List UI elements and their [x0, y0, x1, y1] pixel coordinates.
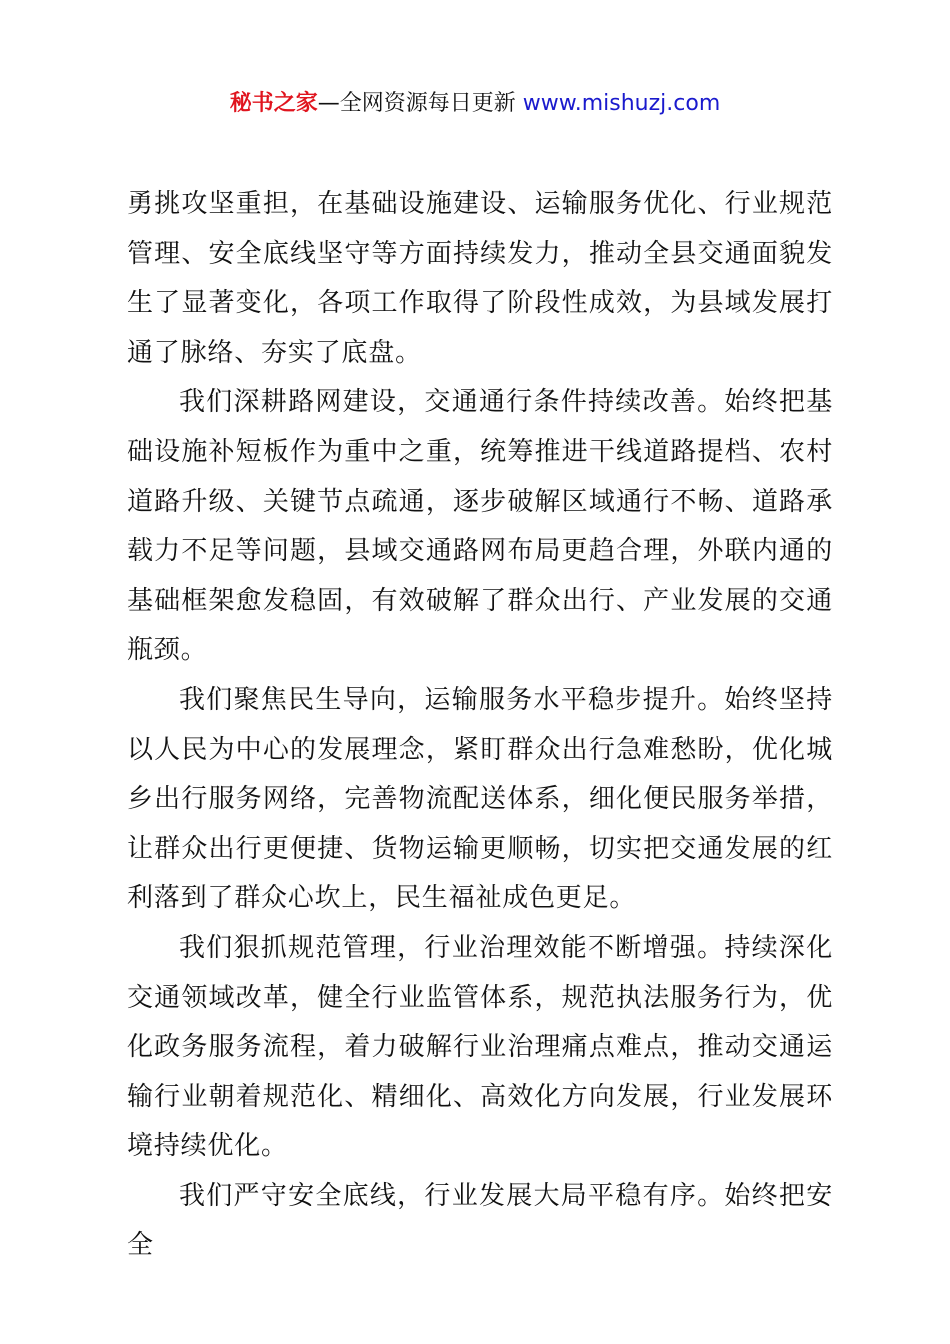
header-tagline: —全网资源每日更新: [317, 91, 516, 116]
paragraph-transport-service: 我们聚焦民生导向，运输服务水平稳步提升。始终坚持以人民为中心的发展理念，紧盯群众出行急难愁盼，优化城乡出行服务网络，完善物流配送体系，细化便民服务举措，让群众出行更便捷、货物运输更顺畅，切实把交通发展的红利落到了群众心坎上，民生福祉成色更足。: [127, 684, 833, 914]
header-url-link[interactable]: www.mishuzj.com: [522, 91, 721, 116]
paragraph-safety: 我们严守安全底线，行业发展大局平稳有序。始终把安全: [127, 1180, 833, 1261]
header-brand: 秘书之家: [229, 91, 318, 116]
document-body: [127, 180, 833, 1271]
page-header: [0, 88, 950, 120]
paragraph-industry-governance: 我们狠抓规范管理，行业治理效能不断增强。持续深化交通领域改革，健全行业监管体系，规范执法服务行为，优化政务服务流程，着力破解行业治理痛点难点，推动交通运输行业朝着规范化、精细化、高效化方向发展，行业发展环境持续优化。: [127, 932, 833, 1162]
paragraph-road-network: 我们深耕路网建设，交通通行条件持续改善。始终把基础设施补短板作为重中之重，统筹推进干线道路提档、农村道路升级、关键节点疏通，逐步破解区域通行不畅、道路承载力不足等问题，县域交通路网布局更趋合理，外联内通的基础框架愈发稳固，有效破解了群众出行、产业发展的交通瓶颈。: [127, 387, 833, 666]
paragraph-continuation: 勇挑攻坚重担，在基础设施建设、运输服务优化、行业规范管理、安全底线坚守等方面持续发力，推动全县交通面貌发生了显著变化，各项工作取得了阶段性成效，为县域发展打通了脉络、夯实了底盘。: [127, 189, 833, 368]
